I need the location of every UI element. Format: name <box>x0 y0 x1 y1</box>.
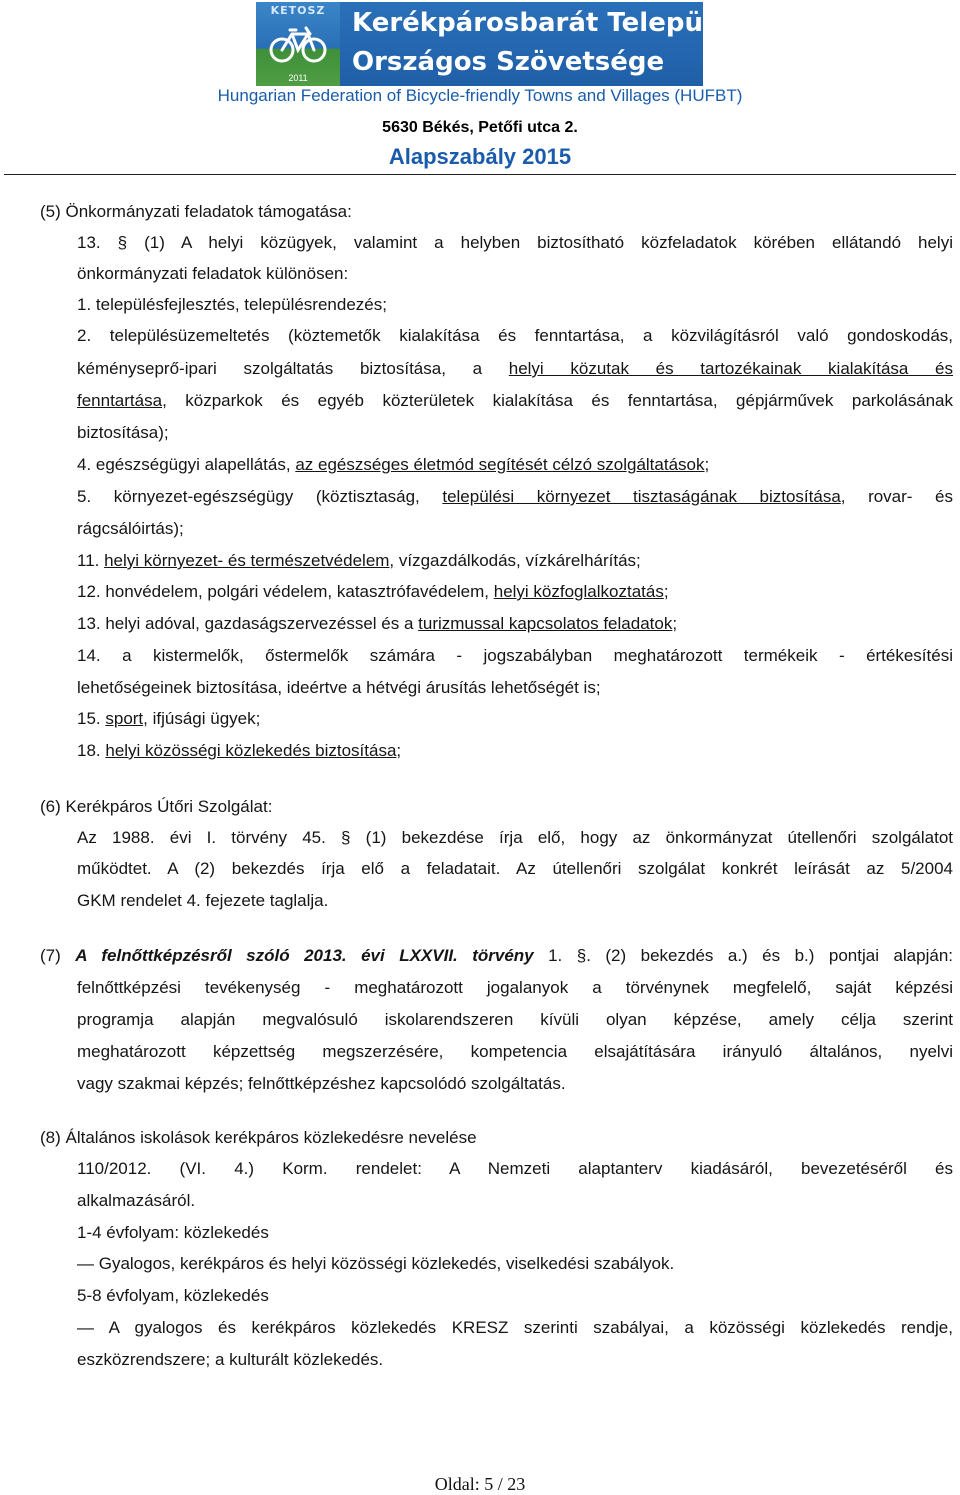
org-address: 5630 Békés, Petőfi utca 2. <box>382 119 578 136</box>
text-run: 5. környezet-egészségügy (köztisztaság, <box>77 487 443 506</box>
banner-title-line1: Kerékpárosbarát Települések <box>352 8 780 38</box>
section-8-heading: (8) Általános iskolások kerékpáros közlekedésre nevelése <box>40 1128 477 1147</box>
section-5-line: lehetőségeinek biztosítása, ideértve a hétvégi árusítás lehetőségét is; <box>77 678 601 697</box>
underlined-text: sport <box>105 709 144 728</box>
text-run: , ifjúsági ügyek; <box>143 709 261 728</box>
section-7-line: programja alapján megvalósuló iskolarendszeren kívüli olyan képzése, amely célja szerint <box>77 1010 953 1029</box>
ketosz-logo <box>256 2 340 86</box>
text-run: 18. <box>77 741 106 760</box>
section-5-line <box>77 390 953 412</box>
underlined-text: települési környezet tisztaságának biztosítása <box>442 487 841 506</box>
text-run: ; <box>663 582 669 601</box>
text-run: 12. honvédelem, polgári védelem, katasztrófavédelem, <box>77 582 494 601</box>
section-5-line <box>77 581 669 603</box>
section-5-line <box>77 486 953 508</box>
text-run: 4. egészségügyi alapellátás, <box>77 455 296 474</box>
section-5-line: 14. a kistermelők, őstermelők számára - jogszabályban meghatározott termékeik - értékesítési <box>77 646 953 665</box>
section-8-line: — Gyalogos, kerékpáros és helyi közösségi közlekedés, viselkedési szabályok. <box>77 1254 675 1273</box>
section-5-line <box>77 613 677 635</box>
document-title: Alapszabály 2015 <box>388 144 572 169</box>
text-run: (7) <box>40 946 76 965</box>
text-run: 15. <box>77 709 106 728</box>
section-8-line: 1-4 évfolyam: közlekedés <box>77 1223 269 1242</box>
text-run: ; <box>396 741 402 760</box>
section-8-line: 110/2012. (VI. 4.) Korm. rendelet: A Nemzeti alaptanterv kiadásáról, bevezetéséről és <box>77 1159 953 1178</box>
underlined-text: az egészséges életmód segítését célzó szolgáltatások <box>295 455 705 474</box>
section-5-line <box>77 740 401 762</box>
section-6-heading: (6) Kerékpáros Útőri Szolgálat: <box>40 797 273 816</box>
section-5-line <box>77 708 260 730</box>
text-run: kéményseprő-ipari szolgáltatás biztosítása, a <box>77 359 509 378</box>
section-5-line <box>77 454 709 476</box>
section-5-line: 13. § (1) A helyi közügyek, valamint a helyben biztosítható közfeladatok körében ellátandó helyi <box>77 233 953 252</box>
text-run: 1. §. (2) bekezdés a.) és b.) pontjai alapján: <box>533 946 953 965</box>
section-5-line: 1. településfejlesztés, településrendezés; <box>77 295 387 314</box>
underlined-text: helyi közösségi közlekedés biztosítása <box>105 741 397 760</box>
section-8-line: — A gyalogos és kerékpáros közlekedés KRESZ szerinti szabályai, a közösségi közlekedés rendje, <box>77 1318 953 1337</box>
logo-year: 2011 <box>288 73 308 83</box>
bicycle-icon <box>268 22 328 66</box>
underlined-text: fenntartása <box>77 391 163 410</box>
text-run: , rovar- és <box>840 487 953 506</box>
text-run: 13. helyi adóval, gazdaságszervezéssel és a <box>77 614 419 633</box>
org-english-name: Hungarian Federation of Bicycle-friendly Towns and Villages (HUFBT) <box>217 86 743 105</box>
page-number: Oldal: 5 / 23 <box>434 1474 526 1494</box>
section-7-heading <box>40 945 953 967</box>
header-banner <box>256 2 780 86</box>
section-5-line: önkormányzati feladatok különösen: <box>77 264 349 283</box>
section-7-line: felnőttképzési tevékenység - meghatározott jogalanyok a törvénynek megfelelő, saját képzési <box>77 978 953 997</box>
section-5-line <box>77 358 953 380</box>
section-5-heading: (5) Önkormányzati feladatok támogatása: <box>40 202 352 221</box>
text-run: ; <box>672 614 678 633</box>
section-8-line: 5-8 évfolyam, közlekedés <box>77 1286 269 1305</box>
section-5-line: biztosítása); <box>77 423 169 442</box>
section-5-line: rágcsálóirtás); <box>77 519 184 538</box>
section-8-line: eszközrendszere; a kulturált közlekedés. <box>77 1350 384 1369</box>
banner-title-line2: Országos Szövetsége <box>352 47 665 77</box>
section-6-line: Az 1988. évi I. törvény 45. § (1) bekezdése írja elő, hogy az önkormányzat útellenőri szolgálatot <box>77 828 953 847</box>
section-7-line: vagy szakmai képzés; felnőttképzéshez kapcsolódó szolgáltatás. <box>77 1074 566 1093</box>
section-8-line: alkalmazásáról. <box>77 1191 196 1210</box>
underlined-text: helyi közutak és tartozékainak kialakítása és <box>508 359 953 378</box>
law-title: A felnőttképzésről szóló 2013. évi LXXVII. törvény <box>75 946 534 965</box>
underlined-text: turizmussal kapcsolatos feladatok <box>418 614 673 633</box>
section-5-line <box>77 550 641 572</box>
text-run: 11. <box>77 551 105 570</box>
section-5-line: 2. településüzemeltetés (köztemetők kialakítása és fenntartása, a közvilágításról való gondoskodás, <box>77 326 953 345</box>
section-7-line: meghatározott képzettség megszerzésére, kompetencia elsajátítására irányuló általános, nyelvi <box>77 1042 953 1061</box>
underlined-text: helyi környezet- és természetvédelem, <box>104 551 395 570</box>
text-run: , közparkok és egyéb közterületek kialakítása és fenntartása, gépjárművek parkolásának <box>162 391 953 410</box>
header-divider <box>4 174 956 175</box>
text-run: vízgazdálkodás, vízkárelhárítás; <box>394 551 641 570</box>
section-6-line: GKM rendelet 4. fejezete taglalja. <box>77 891 329 910</box>
text-run: ; <box>704 455 710 474</box>
logo-text: KETOSZ <box>270 4 326 17</box>
underlined-text: helyi közfoglalkoztatás <box>493 582 664 601</box>
section-6-line: működtet. A (2) bekezdés írja elő a feladatait. Az útellenőri szolgálat konkrét leírását az 5/2004 <box>77 859 953 878</box>
